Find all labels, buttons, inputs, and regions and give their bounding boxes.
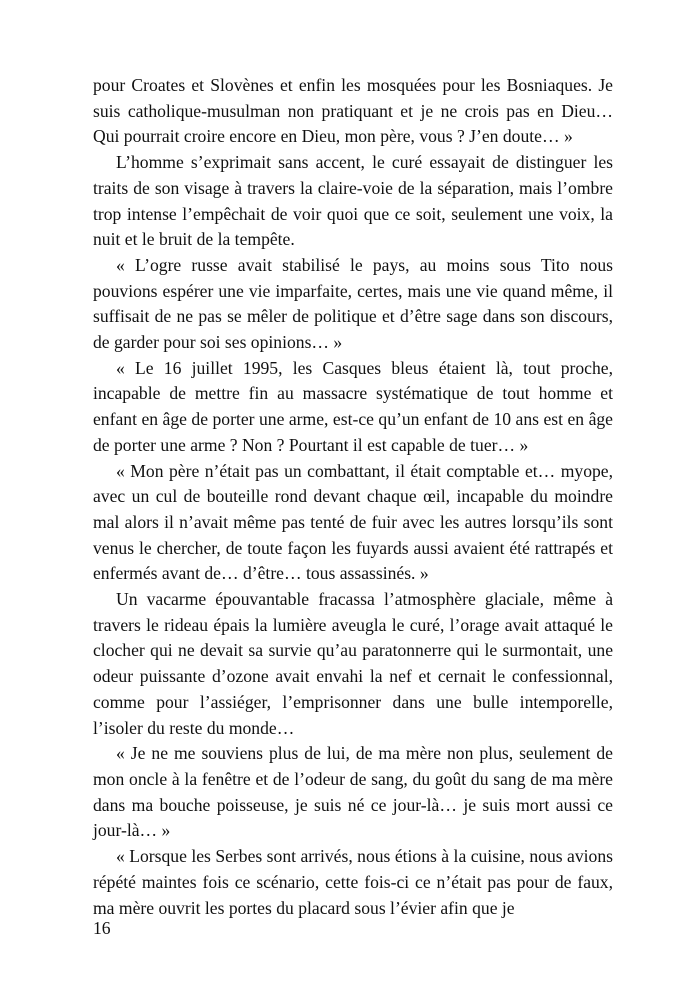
- page-body: [93, 73, 613, 921]
- paragraph-1: pour Croates et Slovènes et enfin les mosquées pour les Bosniaques. Je suis catholique-musulman non pratiquant et je ne crois pas en Dieu… Qui pourrait croire encore en Dieu, mon père, vous ? J’en doute… »: [93, 75, 613, 147]
- paragraph-5: « Mon père n’était pas un combattant, il était comptable et… myope, avec un cul de bouteille rond devant chaque œil, incapable du moindre mal alors il n’avait même pas tenté de fuir avec les autres lorsqu’ils sont venus le chercher, de toute façon les fuyards aussi avaient été rattrapés et enfermés avant de… d’être… tous assassinés. »: [93, 460, 613, 584]
- paragraph-4: « Le 16 juillet 1995, les Casques bleus étaient là, tout proche, incapable de mettre fin au massacre systématique de tout homme et enfant en âge de porter une arme, est-ce qu’un enfant de 10 ans est en âge de porter une arme ? Non ? Pourtant il est capable de tuer… »: [93, 357, 613, 455]
- paragraph-7: « Je ne me souviens plus de lui, de ma mère non plus, seulement de mon oncle à la fenêtre et de l’odeur de sang, du goût du sang de ma mère dans ma bouche poisseuse, je suis né ce jour-là… je suis mort aussi ce jour-là… »: [93, 743, 613, 841]
- paragraph-2: L’homme s’exprimait sans accent, le curé essayait de distinguer les traits de son visage à travers la claire-voie de la séparation, mais l’ombre trop intense l’empêchait de voir quoi que ce soit, seulement une voix, la nuit et le bruit de la tempête.: [93, 152, 613, 250]
- paragraph-6: Un vacarme épouvantable fracassa l’atmosphère glaciale, même à travers le rideau épais la lumière aveugla le curé, l’orage avait attaqué le clocher qui ne devait sa survie qu’au paratonnerre qui le surmontait, une odeur puissante d’ozone avait envahi la nef et cernait le confessionnal, comme pour l’assiéger, l’emprisonner dans une bulle intemporelle, l’isoler du reste du monde…: [93, 589, 613, 738]
- paragraph-3: « L’ogre russe avait stabilisé le pays, au moins sous Tito nous pouvions espérer une vie imparfaite, certes, mais une vie quand même, il suffisait de ne pas se mêler de politique et d’être sage dans son discours, de garder pour soi ses opinions… »: [93, 254, 613, 353]
- page-number: 16: [93, 918, 111, 938]
- paragraph-8: « Lorsque les Serbes sont arrivés, nous étions à la cuisine, nous avions répété maintes fois ce scénario, cette fois-ci ce n’était pas pour de faux, ma mère ouvrit les portes du placard sous l’évier afin que je: [93, 846, 613, 918]
